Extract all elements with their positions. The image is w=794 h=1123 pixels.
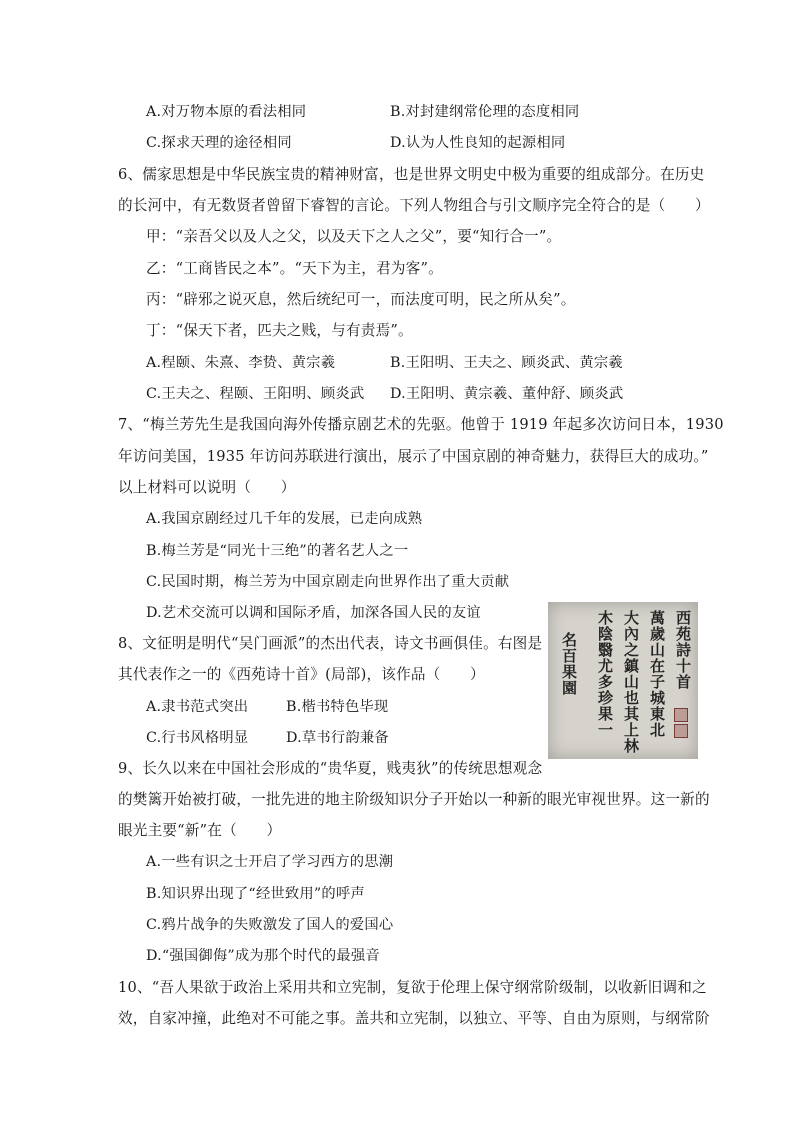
- seal-stamp-2: [674, 724, 688, 738]
- calligraphy-column-3: 大內之鎮山也其上林: [622, 610, 640, 754]
- q7-option-c: C.民国时期，梅兰芳为中国京剧走向世界作出了重大贡献: [146, 574, 510, 590]
- q8-option-a: A.隶书范式突出: [146, 699, 249, 715]
- q8-option-c: C.行书风格明显: [146, 730, 249, 746]
- q9-option-b: B.知识界出现了“经世致用”的呼声: [146, 886, 365, 902]
- q8-stem-line2: 其代表作之一的《西苑诗十首》(局部)，该作品（ ）: [118, 666, 485, 683]
- q10-stem-line2: 效，自家冲撞，此绝对不可能之事。盖共和立宪制，以独立、平等、自由为原则，与纲常阶: [118, 1010, 710, 1027]
- q6-quote-yi: 乙：“工商皆民之本”。“天下为主，君为客”。: [146, 260, 443, 277]
- q7-stem-line2: 年访问美国，1935 年访问苏联进行演出，展示了中国京剧的神奇魅力，获得巨大的成功。”: [118, 448, 709, 465]
- calligraphy-column-5: 名百果園: [560, 632, 578, 696]
- q9-stem-line2: 的樊篱开始被打破，一批先进的地主阶级知识分子开始以一种新的眼光审视世界。这一新的: [118, 791, 710, 808]
- q6-option-c: C.王夫之、程颐、王阳明、顾炎武: [146, 386, 365, 402]
- q7-stem-line1: 7、“梅兰芳先生是我国向海外传播京剧艺术的先驱。他曾于 1919 年起多次访问日本，1930: [118, 416, 724, 433]
- calligraphy-column-2: 萬歲山在子城東北: [648, 610, 666, 738]
- q6-stem-line1: 6、儒家思想是中华民族宝贵的精神财富，也是世界文明史中极为重要的组成部分。在历史: [118, 166, 705, 183]
- q5-option-c: C.探求天理的途径相同: [146, 135, 292, 151]
- q7-stem-line3: 以上材料可以说明（ ）: [118, 479, 296, 496]
- q8-stem-line1: 8、文征明是明代“吴门画派”的杰出代表，诗文书画俱佳。右图是: [118, 635, 543, 652]
- q6-quote-jia: 甲：“亲吾父以及人之父，以及天下之人之父”，要“知行合一”。: [146, 228, 562, 245]
- q6-quote-bing: 丙：“辟邪之说灭息，然后统纪可一，而法度可明，民之所从矣”。: [146, 291, 576, 308]
- seal-stamp-1: [674, 708, 688, 722]
- q6-option-b: B.王阳明、王夫之、顾炎武、黄宗羲: [390, 355, 623, 371]
- q9-option-a: A.一些有识之士开启了学习西方的思潮: [146, 854, 394, 870]
- q5-option-a: A.对万物本原的看法相同: [146, 104, 307, 120]
- calligraphy-image: [548, 602, 698, 759]
- q9-option-d: D.“强国御侮”成为那个时代的最强音: [146, 948, 380, 964]
- q9-option-c: C.鸦片战争的失败激发了国人的爱国心: [146, 917, 394, 933]
- q9-stem-line1: 9、长久以来在中国社会形成的“贵华夏，贱夷狄”的传统思想观念: [118, 760, 543, 777]
- q6-option-d: D.王阳明、黄宗羲、董仲舒、顾炎武: [390, 386, 624, 402]
- q8-option-d: D.草书行韵兼备: [286, 730, 389, 746]
- q5-option-b: B.对封建纲常伦理的态度相同: [390, 104, 580, 120]
- q7-option-d: D.艺术交流可以调和国际矛盾，加深各国人民的友谊: [146, 605, 481, 621]
- q5-option-d: D.认为人性良知的起源相同: [390, 135, 566, 151]
- calligraphy-column-1: 西苑詩十首: [674, 610, 692, 690]
- q6-quote-ding: 丁：“保天下者，匹夫之贱，与有责焉”。: [146, 322, 413, 339]
- q7-option-a: A.我国京剧经过几千年的发展，已走向成熟: [146, 511, 423, 527]
- q6-option-a: A.程颐、朱熹、李贽、黄宗羲: [146, 355, 336, 371]
- q8-option-b: B.楷书特色毕现: [286, 699, 389, 715]
- q7-option-b: B.梅兰芳是“同光十三绝”的著名艺人之一: [146, 543, 409, 559]
- q9-stem-line3: 眼光主要“新”在（ ）: [118, 822, 282, 839]
- q6-stem-line2: 的长河中，有无数贤者曾留下睿智的言论。下列人物组合与引文顺序完全符合的是（ ）: [118, 197, 710, 214]
- calligraphy-column-4: 木陰翳尤多珍果一: [596, 610, 614, 738]
- q10-stem-line1: 10、“吾人果欲于政治上采用共和立宪制，复欲于伦理上保守纲常阶级制，以收新旧调和之: [118, 979, 707, 996]
